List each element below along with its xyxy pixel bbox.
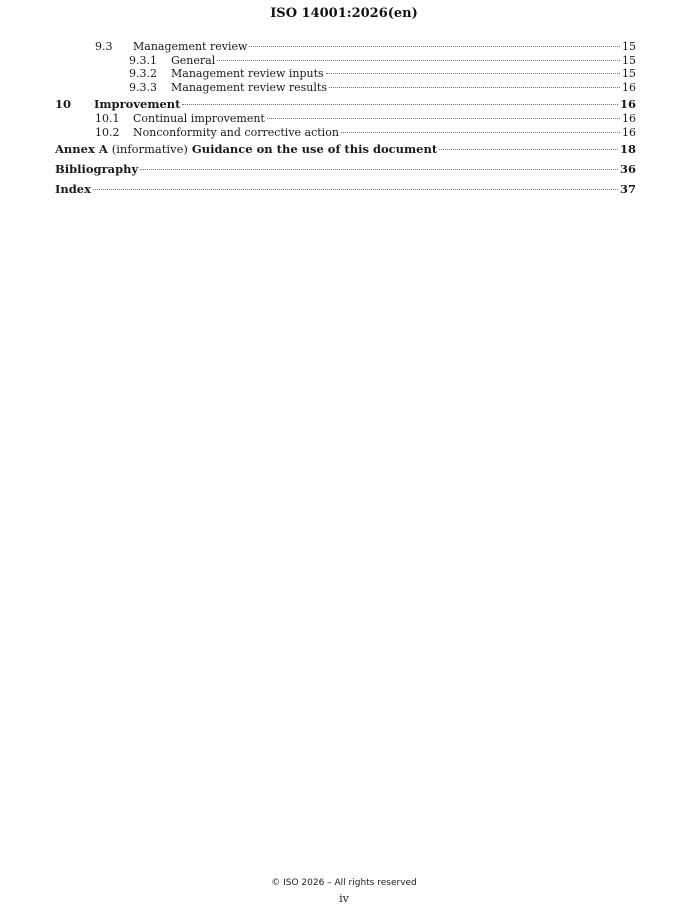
leader-dots <box>267 118 620 119</box>
toc-entry-10[interactable] <box>55 96 636 112</box>
toc-title: Management review <box>133 40 248 53</box>
document-header: ISO 14001:2026(en) <box>270 6 418 21</box>
toc-title: Nonconformity and corrective action <box>133 125 339 139</box>
toc-page: 15 <box>622 53 636 67</box>
toc-page: 16 <box>622 112 636 125</box>
toc-number: 9.3 <box>95 40 113 53</box>
toc-number: 9.3.2 <box>129 67 157 80</box>
toc-number: 10.2 <box>95 125 120 139</box>
toc-title: Index <box>55 182 91 196</box>
leader-dots <box>329 87 620 88</box>
toc-title: Management review results <box>171 80 327 94</box>
toc-page: 15 <box>622 40 636 53</box>
toc-title: Improvement <box>94 97 181 111</box>
toc-title: Bibliography <box>55 162 139 176</box>
toc-page: 16 <box>619 97 636 111</box>
toc-title: Continual improvement <box>133 112 265 125</box>
copyright-notice: © ISO 2026 – All rights reserved <box>271 878 417 888</box>
page-footer <box>0 878 688 905</box>
leader-dots <box>341 132 620 133</box>
toc-entry-9-3-1[interactable] <box>55 54 636 68</box>
leader-dots <box>439 149 618 150</box>
toc-number: 9.3.1 <box>129 53 157 67</box>
toc-page: 16 <box>622 125 636 139</box>
toc-entry-bibliography[interactable] <box>55 159 636 179</box>
toc-page: 18 <box>619 142 636 156</box>
toc-entry-9-3[interactable] <box>55 40 636 54</box>
toc-number: 10 <box>55 97 72 111</box>
toc-entry-annex-a[interactable] <box>55 139 636 159</box>
leader-dots <box>140 169 618 170</box>
leader-dots <box>217 60 620 61</box>
toc-entry-9-3-2[interactable] <box>55 67 636 81</box>
leader-dots <box>182 104 618 105</box>
toc-title: General <box>171 53 216 67</box>
table-of-contents <box>55 40 636 199</box>
leader-dots <box>93 189 618 190</box>
toc-entry-10-1[interactable] <box>55 112 636 126</box>
toc-page: 16 <box>622 80 636 94</box>
annex-label: Annex A <box>55 142 108 156</box>
page-number: iv <box>339 892 349 905</box>
toc-entry-10-2[interactable] <box>55 126 636 140</box>
toc-page: 37 <box>619 182 636 196</box>
leader-dots <box>326 73 620 74</box>
leader-dots <box>249 46 620 47</box>
toc-page: 15 <box>622 67 636 80</box>
annex-qualifier: (informative) <box>111 142 188 156</box>
toc-title: Management review inputs <box>171 67 324 80</box>
toc-page: 36 <box>619 162 636 176</box>
toc-title: Guidance on the use of this document <box>191 142 438 156</box>
toc-entry-index[interactable] <box>55 179 636 199</box>
toc-entry-9-3-3[interactable] <box>55 81 636 95</box>
toc-number: 9.3.3 <box>129 80 157 94</box>
toc-number: 10.1 <box>95 112 120 125</box>
